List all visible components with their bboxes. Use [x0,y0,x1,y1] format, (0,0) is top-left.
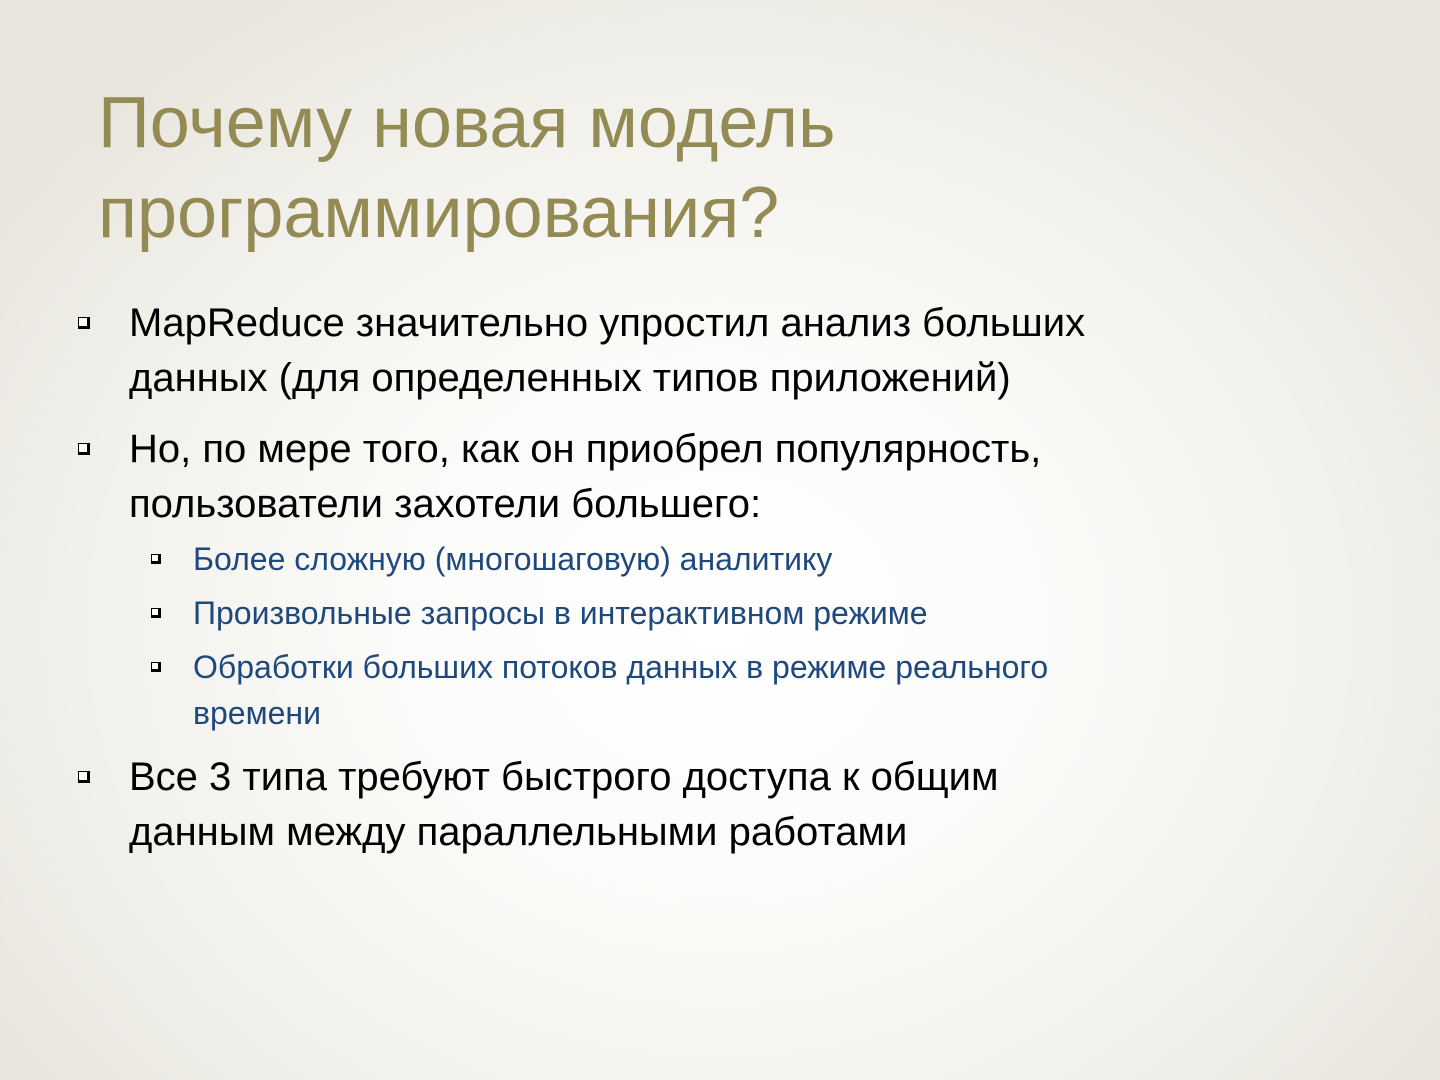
bullet-text-line: Все 3 типа требуют быстрого доступа к общим [129,755,999,799]
sub-bullet-text-line: времени [193,695,321,731]
slide-title-line: программирования? [98,173,780,253]
sub-bullet-item-queries [0,590,1440,636]
bullet-item-popularity [0,422,1440,532]
square-bullet-icon [151,662,161,672]
square-bullet-icon [151,608,161,618]
bullet-item-shared-data [0,750,1440,860]
bullet-item-mapreduce [0,296,1440,406]
sub-bullet-list [0,536,1440,736]
bullet-text-line: данным между параллельными работами [129,810,908,854]
sub-bullet-text-line: Обработки больших потоков данных в режиме реального [193,649,1049,685]
bullet-text-line: данных (для определенных типов приложений) [129,356,1011,400]
square-bullet-icon [151,554,161,564]
square-bullet-icon [78,771,90,783]
sub-bullet-text-line: Более сложную (многошаговую) аналитику [193,541,833,577]
slide-title-line: Почему новая модель [98,83,836,163]
square-bullet-icon [78,443,90,455]
bullet-text-line: MapReduce значительно упростил анализ больших [129,301,1086,345]
sub-bullet-item-analytics [0,536,1440,582]
sub-bullet-item-streams [0,644,1440,736]
bullet-list [0,296,1440,876]
slide-title [98,78,1338,258]
bullet-text-line: Но, по мере того, как он приобрел популярность, [129,427,1042,471]
square-bullet-icon [78,317,90,329]
bullet-text-line: пользователи захотели большего: [129,482,762,526]
sub-bullet-text-line: Произвольные запросы в интерактивном режиме [193,595,928,631]
